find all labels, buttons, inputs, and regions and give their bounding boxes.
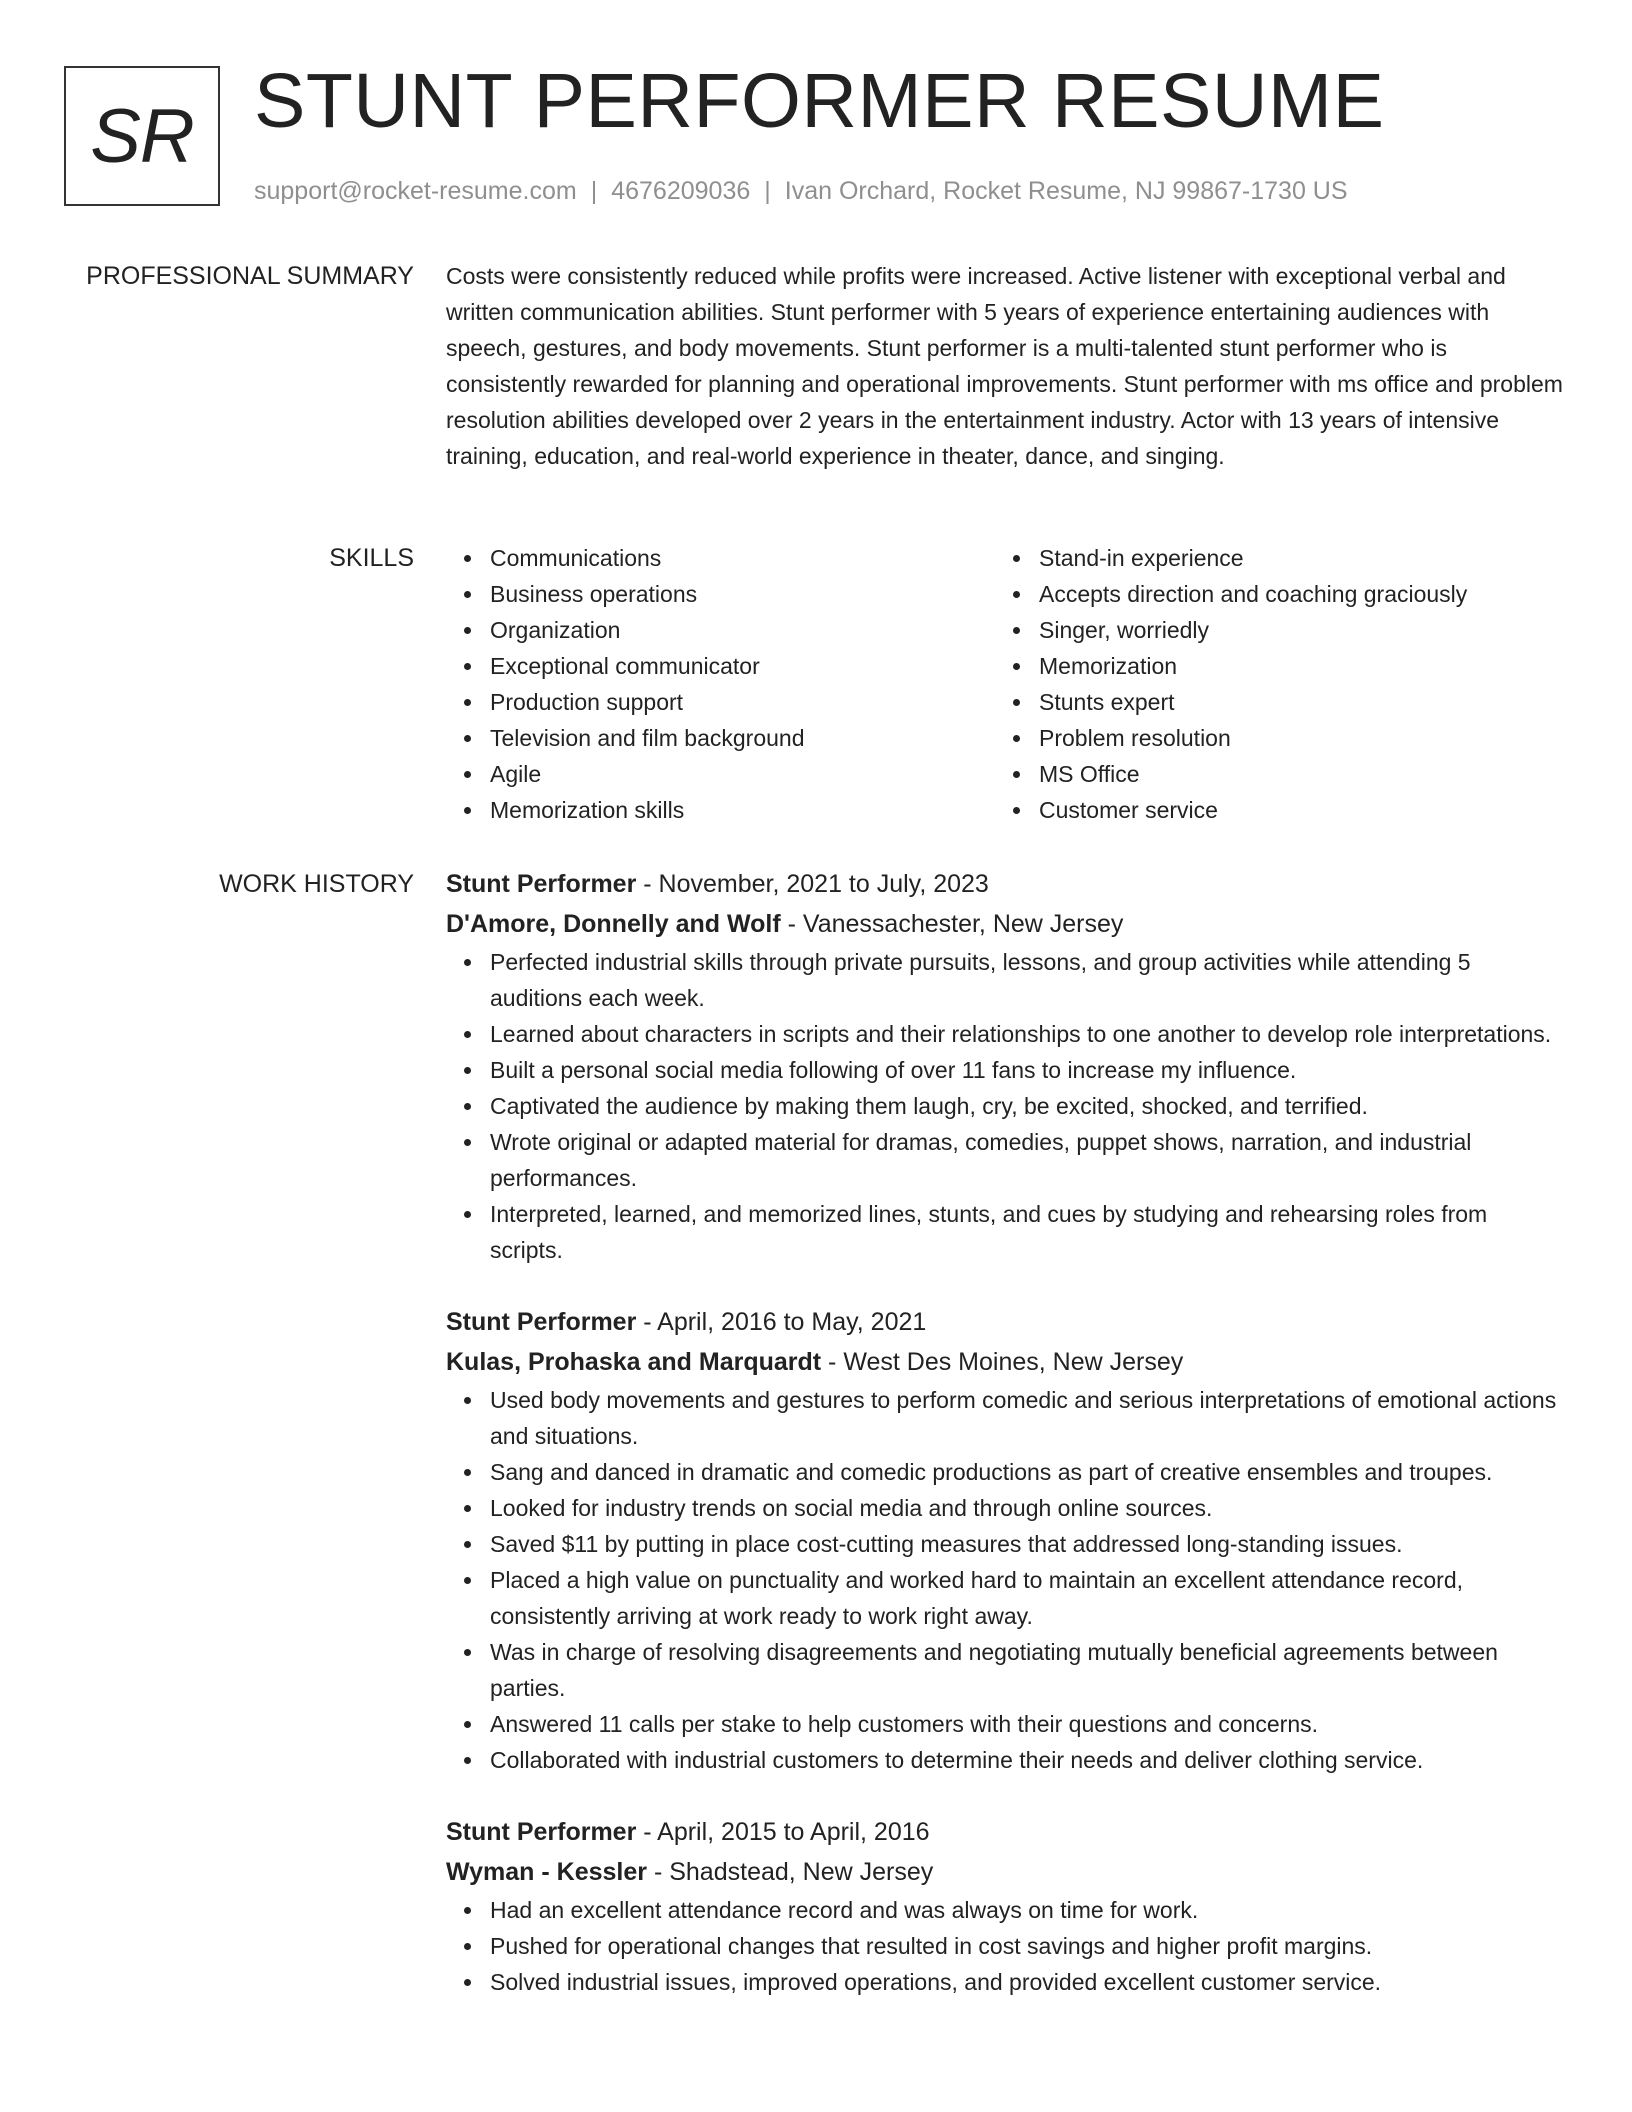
skill-item: Production support (490, 684, 995, 720)
skill-item: Problem resolution (1039, 720, 1559, 756)
job-dates: - April, 2016 to May, 2021 (636, 1308, 927, 1336)
skill-item: Stunts expert (1039, 684, 1559, 720)
job-entry (446, 1302, 1566, 1778)
job-bullet: Placed a high value on punctuality and worked hard to maintain an excellent attendance record, consistently arriving at work ready to work right away. (490, 1562, 1566, 1634)
job-company-line (446, 1852, 1566, 1892)
contact-separator: | (764, 177, 771, 205)
skill-item: MS Office (1039, 756, 1559, 792)
job-bullet: Sang and danced in dramatic and comedic productions as part of creative ensembles and troupes. (490, 1454, 1566, 1490)
job-bullets (446, 944, 1566, 1268)
skill-item: Television and film background (490, 720, 995, 756)
skill-item: Customer service (1039, 792, 1559, 828)
job-bullet: Had an excellent attendance record and was always on time for work. (490, 1892, 1566, 1928)
work-history-label: WORK HISTORY (219, 870, 414, 898)
job-location: - West Des Moines, New Jersey (821, 1348, 1184, 1376)
job-bullet: Was in charge of resolving disagreements and negotiating mutually beneficial agreements between parties. (490, 1634, 1566, 1706)
monogram-text: SR (90, 93, 194, 179)
skill-item: Accepts direction and coaching graciously (1039, 576, 1559, 612)
job-entry (446, 864, 1566, 1268)
job-bullet: Saved $11 by putting in place cost-cutting measures that addressed long-standing issues. (490, 1526, 1566, 1562)
job-bullet: Learned about characters in scripts and their relationships to one another to develop role interpretations. (490, 1016, 1566, 1052)
work-history-body (446, 864, 1566, 2034)
job-bullet: Used body movements and gestures to perform comedic and serious interpretations of emotional actions and situations. (490, 1382, 1566, 1454)
job-company-line (446, 904, 1566, 944)
job-title: Stunt Performer (446, 1308, 637, 1336)
job-bullet: Captivated the audience by making them laugh, cry, be excited, shocked, and terrified. (490, 1088, 1566, 1124)
skill-item: Stand-in experience (1039, 540, 1559, 576)
job-bullet: Collaborated with industrial customers to determine their needs and deliver clothing service. (490, 1742, 1566, 1778)
contact-email: support@rocket-resume.com (254, 177, 577, 205)
job-title: Stunt Performer (446, 1818, 637, 1846)
summary-text: Costs were consistently reduced while profits were increased. Active listener with exceptional verbal and written communication abilities. Stunt performer with 5 years of experience entertaining audiences with speech, gestures, and body movements. Stunt performer is a multi-talented stunt performer who is consistently rewarded for planning and operational improvements. Stunt performer with ms office and problem resolution abilities developed over 2 years in the entertainment industry. Actor with 13 years of intensive training, education, and real-world experience in theater, dance, and singing. (446, 263, 1563, 469)
job-company-line (446, 1342, 1566, 1382)
job-bullet: Answered 11 calls per stake to help customers with their questions and concerns. (490, 1706, 1566, 1742)
skill-item: Communications (490, 540, 995, 576)
skill-item: Organization (490, 612, 995, 648)
job-bullets (446, 1382, 1566, 1778)
skill-item: Business operations (490, 576, 995, 612)
contact-address: Ivan Orchard, Rocket Resume, NJ 99867-1730 US (784, 177, 1348, 205)
skill-item: Agile (490, 756, 995, 792)
skills-list-right (995, 540, 1559, 828)
job-location: - Vanessachester, New Jersey (780, 910, 1124, 938)
skills-body (446, 540, 1566, 828)
summary-label: PROFESSIONAL SUMMARY (86, 262, 414, 290)
skill-item: Memorization skills (490, 792, 995, 828)
job-title-line (446, 1302, 1566, 1342)
job-title-line (446, 1812, 1566, 1852)
contact-separator: | (590, 177, 598, 205)
job-bullet: Looked for industry trends on social media and through online sources. (490, 1490, 1566, 1526)
job-company: Wyman - Kessler (446, 1858, 648, 1886)
job-bullet: Wrote original or adapted material for dramas, comedies, puppet shows, narration, and industrial performances. (490, 1124, 1566, 1196)
job-bullet: Built a personal social media following of over 11 fans to increase my influence. (490, 1052, 1566, 1088)
job-bullets (446, 1892, 1566, 2000)
job-entry (446, 1812, 1566, 2000)
resume-title: STUNT PERFORMER RESUME (254, 58, 1385, 144)
job-dates: - April, 2015 to April, 2016 (636, 1818, 930, 1846)
skill-item: Singer, worriedly (1039, 612, 1559, 648)
job-location: - Shadstead, New Jersey (647, 1858, 934, 1886)
job-title: Stunt Performer (446, 870, 637, 898)
monogram-badge (64, 66, 220, 206)
skills-list-left (446, 540, 995, 828)
skill-item: Exceptional communicator (490, 648, 995, 684)
job-bullet: Solved industrial issues, improved operations, and provided excellent customer service. (490, 1964, 1566, 2000)
job-bullet: Interpreted, learned, and memorized lines, stunts, and cues by studying and rehearsing roles from scripts. (490, 1196, 1566, 1268)
job-company: Kulas, Prohaska and Marquardt (446, 1348, 822, 1376)
summary-body (446, 258, 1566, 474)
job-company: D'Amore, Donnelly and Wolf (446, 910, 781, 938)
contact-phone: 4676209036 (611, 177, 751, 205)
job-title-line (446, 864, 1566, 904)
contact-line (254, 174, 1348, 208)
skill-item: Memorization (1039, 648, 1559, 684)
job-bullet: Perfected industrial skills through private pursuits, lessons, and group activities while attending 5 auditions each week. (490, 944, 1566, 1016)
job-bullet: Pushed for operational changes that resulted in cost savings and higher profit margins. (490, 1928, 1566, 1964)
skills-label: SKILLS (329, 544, 414, 572)
job-dates: - November, 2021 to July, 2023 (636, 870, 989, 898)
